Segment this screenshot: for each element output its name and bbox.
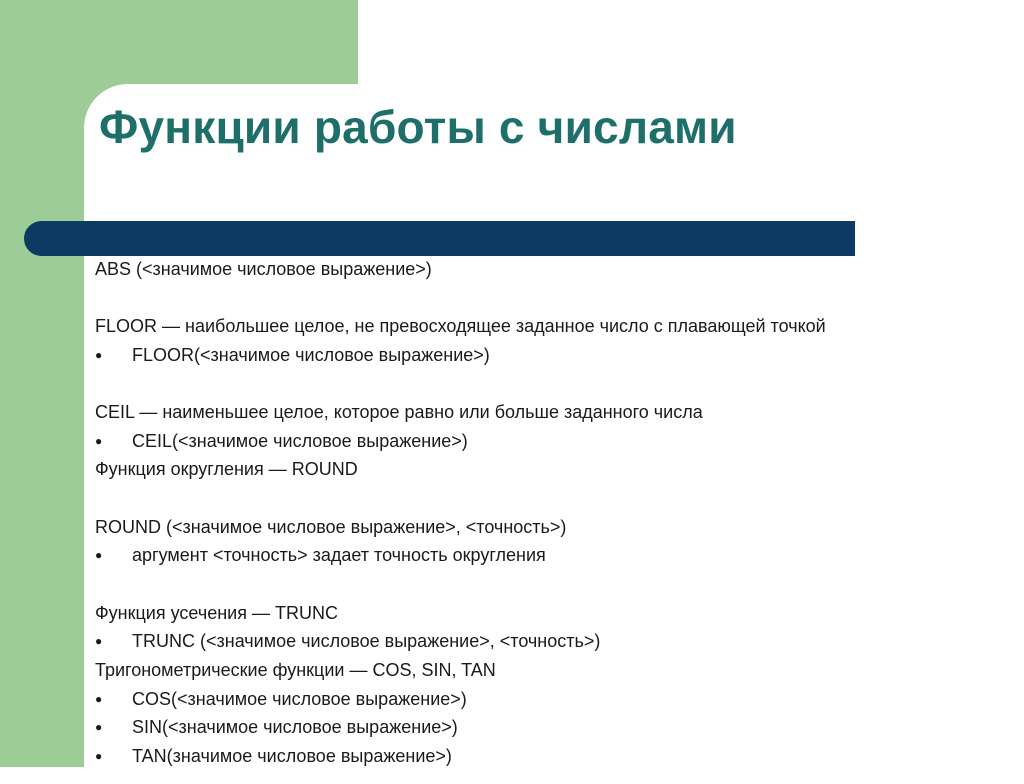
bullet-dot-icon: ● [95,634,103,649]
bullet-dot-icon: ● [95,548,103,563]
bullet-dot-icon: ● [95,691,103,706]
line-text: CEIL — наименьшее целое, которое равно или больше заданного числа [95,402,703,423]
text-line [95,513,995,542]
text-line [95,312,995,341]
blank-line [95,570,995,599]
text-line [95,656,995,685]
bullet-dot-icon: ● [95,720,103,735]
line-text: Тригонометрические функции — COS, SIN, TAN [95,659,496,680]
slide-body [95,255,995,771]
bullet-text: COS(<значимое числовое выражение>) [132,688,467,709]
line-text: FLOOR — наибольшее целое, не превосходящее заданное число с плавающей точкой [95,316,826,337]
bullet-item [95,685,995,714]
text-line [95,255,995,284]
line-text: ABS (<значимое числовое выражение>) [95,259,432,279]
blank-line [95,484,995,513]
bullet-text: TRUNC (<значимое числовое выражение>, <точность>) [132,631,601,652]
bullet-item [95,341,995,370]
bullet-text: аргумент <точность> задает точность округления [132,545,546,566]
bullet-text: SIN(<значимое числовое выражение>) [132,717,458,738]
line-text: ROUND (<значимое числовое выражение>, <точность>) [95,516,567,537]
blank-line [95,284,995,313]
slide-title: Функции работы с числами [99,101,737,153]
blank-line [95,370,995,399]
bullet-text: TAN(значимое числовое выражение>) [132,745,452,766]
bullet-item [95,742,995,771]
bullet-text: CEIL(<значимое числовое выражение>) [132,430,468,451]
title-underline-bar [24,221,855,256]
bullet-item [95,541,995,570]
line-text: Функция округления — ROUND [95,459,358,480]
bullet-dot-icon: ● [95,433,103,448]
text-line [95,455,995,484]
text-line [95,599,995,628]
bullet-dot-icon: ● [95,347,103,362]
line-text: Функция усечения — TRUNC [95,602,338,623]
bullet-dot-icon: ● [95,748,103,763]
text-line [95,398,995,427]
bullet-item [95,427,995,456]
bullet-text: FLOOR(<значимое числовое выражение>) [132,344,490,365]
bullet-item [95,627,995,656]
bullet-item [95,713,995,742]
